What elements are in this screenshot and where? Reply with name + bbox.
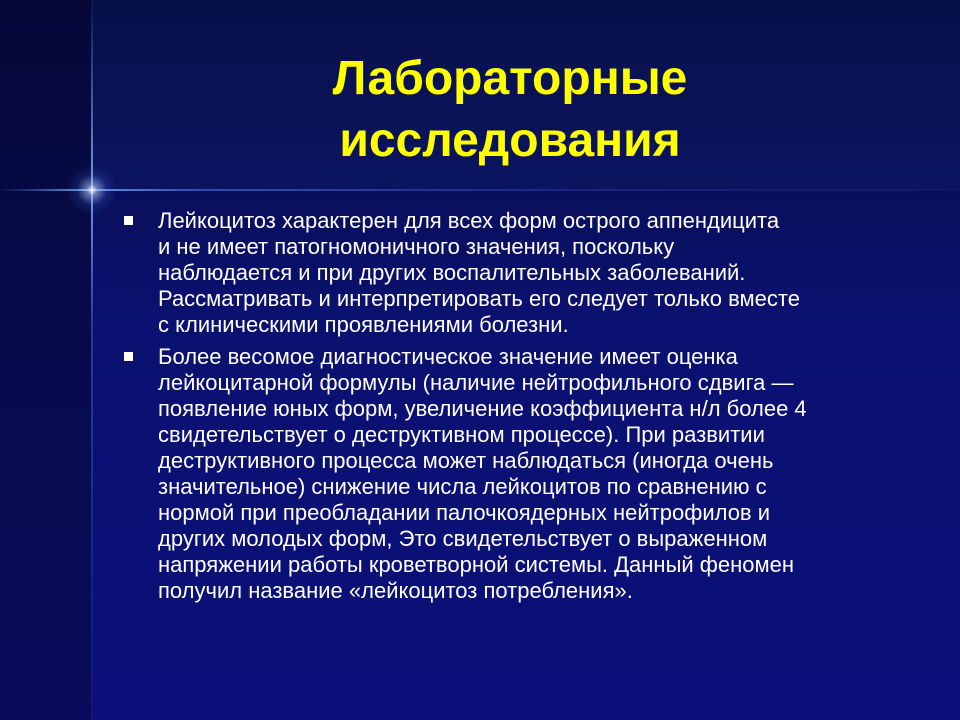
bullet-text-line: деструктивного процесса может наблюдаться (иногда очень: [158, 448, 774, 473]
bullet-list: [120, 208, 950, 610]
bullet-text-line: напряжении работы кроветворной системы. Данный феномен: [158, 552, 795, 577]
bullet-text-line: получил название «лейкоцитоз потребления».: [158, 578, 633, 603]
bullet-text-line: лейкоцитарной формулы (наличие нейтрофильного сдвига —: [158, 370, 794, 395]
title-line: исследования: [339, 114, 681, 167]
bullet-item: [120, 208, 950, 338]
bullet-text-line: Лейкоцитоз характерен для всех форм острого аппендицита: [158, 208, 780, 233]
bullet-text-line: наблюдается и при других воспалительных заболеваний.: [158, 260, 746, 285]
horizontal-rule: [0, 189, 960, 191]
vertical-rule: [91, 0, 93, 720]
square-bullet-icon: [124, 216, 133, 225]
slide-title: [200, 48, 820, 172]
bullet-text-line: Рассматривать и интерпретировать его следует только вместе: [158, 286, 800, 311]
bullet-text-line: свидетельствует о деструктивном процессе). При развитии: [158, 422, 765, 447]
bullet-text-line: других молодых форм, Это свидетельствует о выраженном: [158, 526, 768, 551]
square-bullet-icon: [124, 352, 133, 361]
sparkle-icon: [62, 160, 122, 220]
bullet-item: [120, 344, 950, 604]
bullet-text-line: значительное) снижение числа лейкоцитов по сравнению с: [158, 474, 767, 499]
bullet-text-line: с клиническими проявлениями болезни.: [158, 312, 569, 337]
bullet-text-line: Более весомое диагностическое значение имеет оценка: [158, 344, 738, 369]
bullet-text-line: нормой при преобладании палочкоядерных нейтрофилов и: [158, 500, 771, 525]
left-band: [0, 0, 92, 720]
bullet-text-line: и не имеет патогномоничного значения, поскольку: [158, 234, 675, 259]
bullet-text-line: появление юных форм, увеличение коэффициента н/л более 4: [158, 396, 807, 421]
title-line: Лабораторные: [332, 52, 688, 105]
